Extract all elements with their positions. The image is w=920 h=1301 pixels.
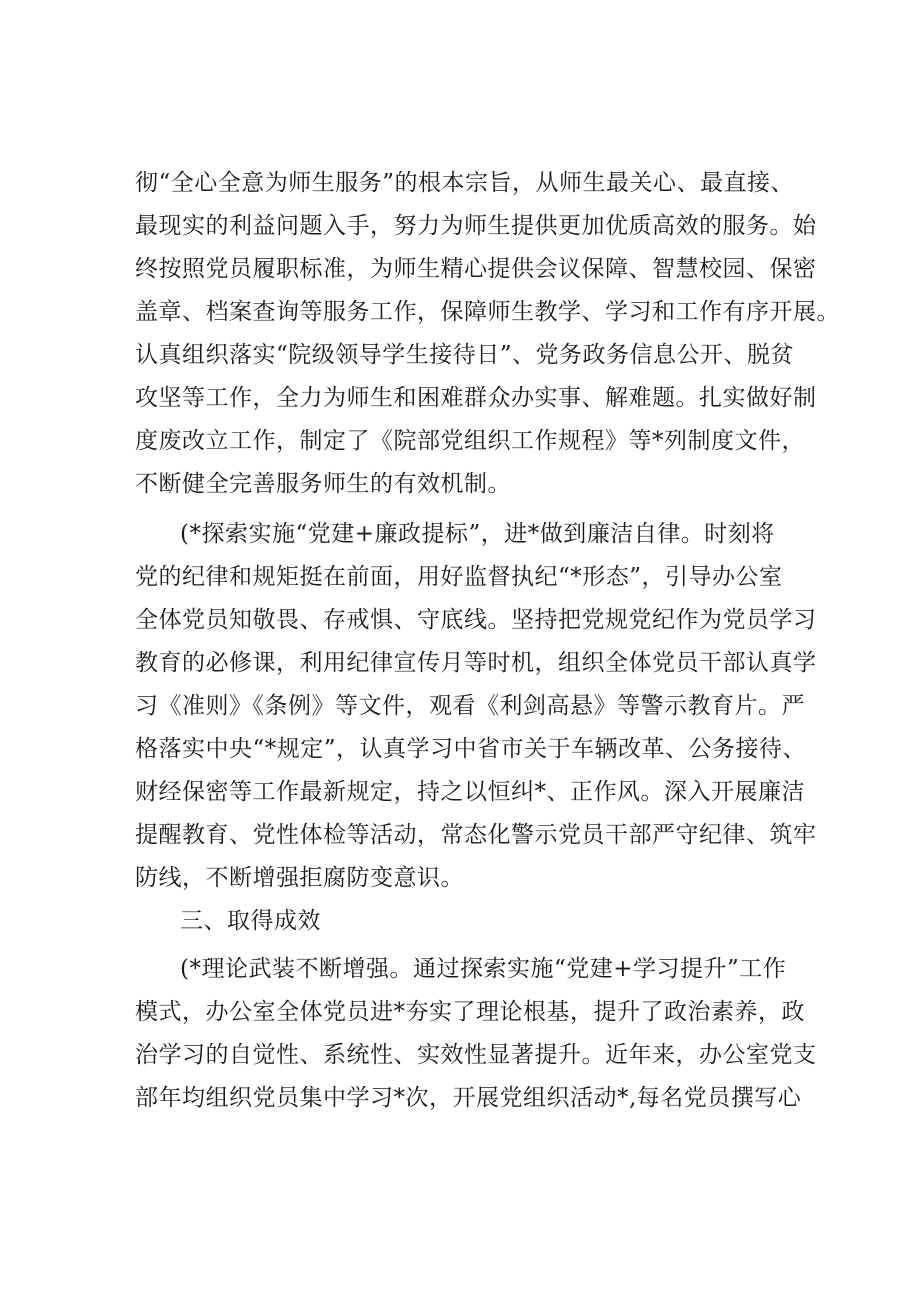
text-line: 教育的必修课，利用纪律宣传月等时机，组织全体党员干部认真学 — [135, 650, 817, 676]
text-line: 治学习的自觉性、系统性、实效性显著提升。近年来，办公室党支 — [135, 1042, 817, 1068]
text-line: 格落实中央“*规定”，认真学习中省市关于车辆改革、公务接待、 — [135, 736, 807, 762]
text-line: 习《准则》《条例》等文件，观看《利剑高悬》等警示教育片。严 — [135, 693, 805, 719]
text-line: 攻坚等工作，全力为师生和困难群众办实事、解难题。扎实做好制 — [135, 385, 817, 411]
text-line: 模式，办公室全体党员进*夯实了理论根基，提升了政治素养，政 — [135, 999, 805, 1025]
paragraph-start-line: (*理论武装不断增强。通过探索实施“党建+学习提升”工作 — [180, 956, 787, 982]
text-line: 部年均组织党员集中学习*次，开展党组织活动*,每名党员撰写心 — [135, 1085, 802, 1111]
paragraph-start-line: (*探索实施“党建+廉政提标”，进*做到廉洁自律。时刻将 — [180, 521, 775, 547]
text-line: 度废改立工作，制定了《院部党组织工作规程》等*列制度文件， — [135, 428, 805, 454]
text-line: 全体党员知敬畏、存戒惧、守底线。坚持把党规党纪作为党员学习 — [135, 607, 817, 633]
text-line: 彻“全心全意为师生服务”的根本宗旨，从师生最关心、最直接、 — [135, 170, 795, 196]
text-line: 不断健全完善服务师生的有效机制。 — [135, 471, 511, 497]
text-line: 最现实的利益问题入手，努力为师生提供更加优质高效的服务。始 — [135, 213, 817, 239]
section-heading: 三、取得成效 — [180, 908, 321, 934]
text-line: 终按照党员履职标准，为师生精心提供会议保障、智慧校园、保密 — [135, 256, 817, 282]
text-line: 党的纪律和规矩挺在前面，用好监督执纪“*形态”，引导办公室 — [135, 564, 783, 590]
text-line: 提醒教育、党性体检等活动，常态化警示党员干部严守纪律、筑牢 — [135, 822, 817, 848]
text-line: 防线，不断增强拒腐防变意识。 — [135, 865, 464, 891]
text-line: 财经保密等工作最新规定，持之以恒纠*、正作风。深入开展廉洁 — [135, 779, 805, 805]
text-line: 盖章、档案查询等服务工作，保障师生教学、学习和工作有序开展。 — [135, 299, 840, 325]
text-line: 认真组织落实“院级领导学生接待日”、党务政务信息公开、脱贫 — [135, 342, 795, 368]
